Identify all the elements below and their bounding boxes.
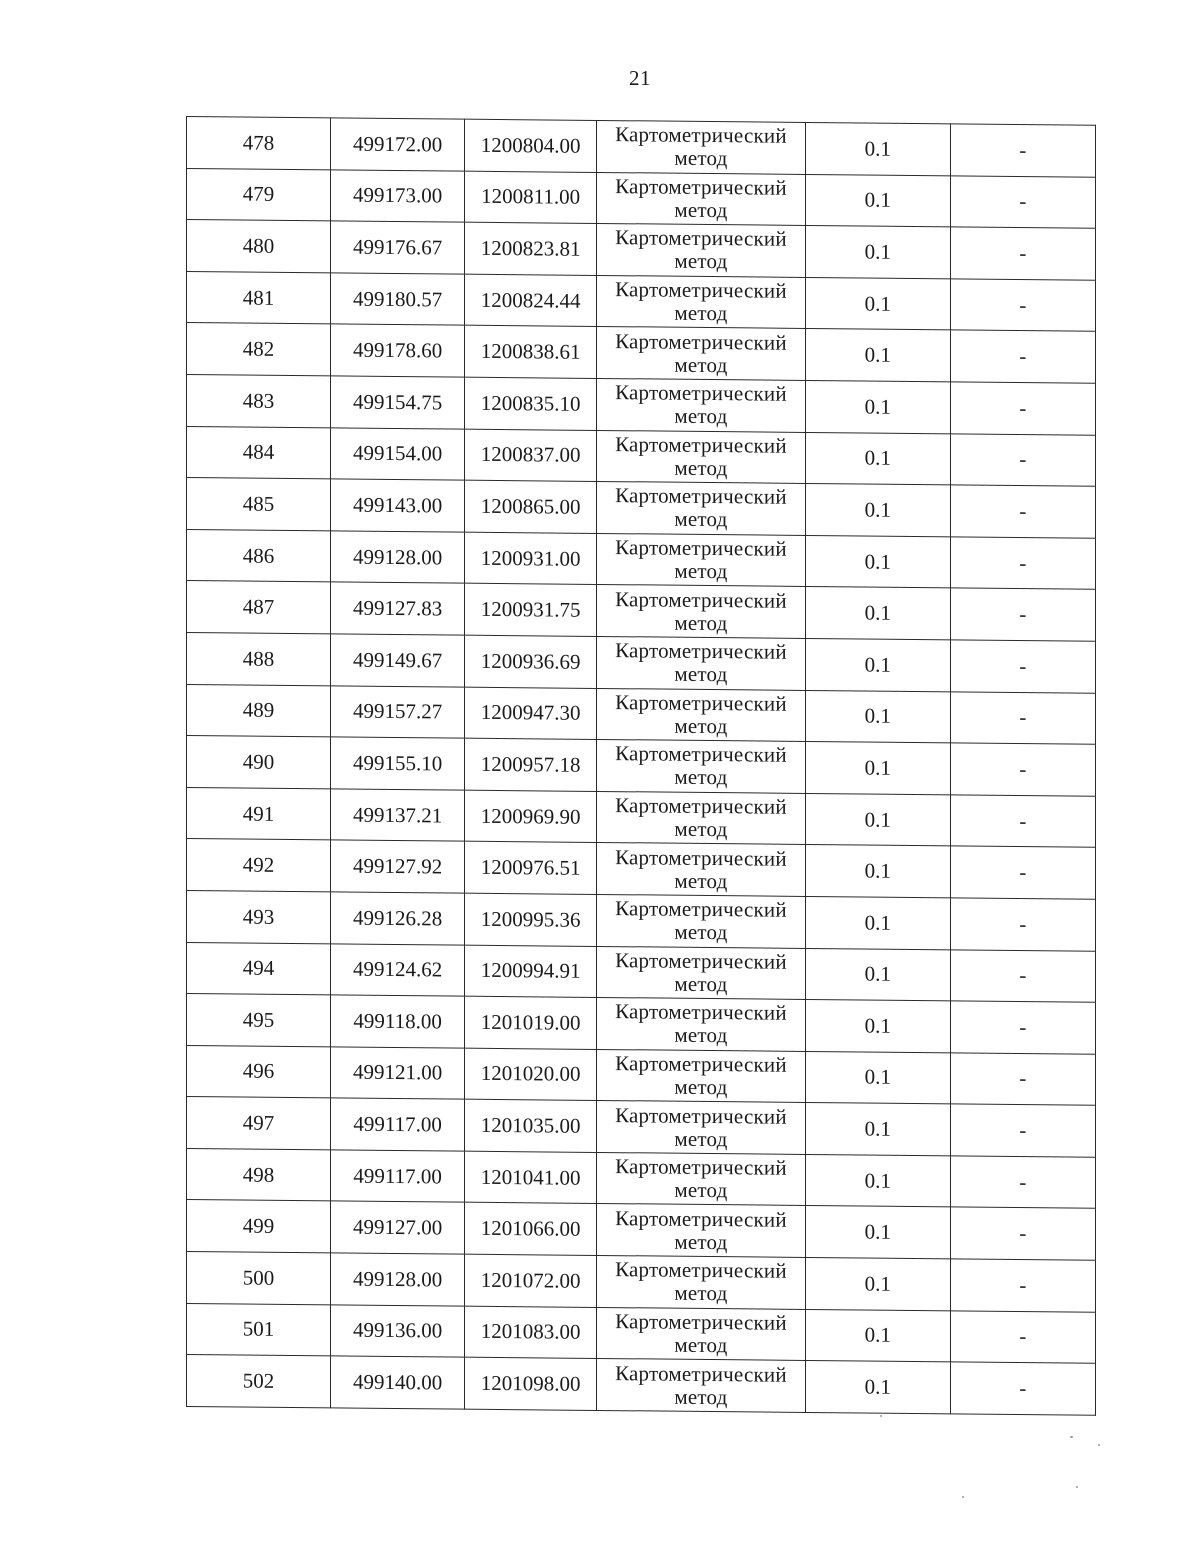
scan-speck xyxy=(1076,1486,1078,1488)
x-coordinate-cell: 499149.67 xyxy=(331,634,465,687)
error-cell: 0.1 xyxy=(805,432,950,485)
y-coordinate-cell: 1201098.00 xyxy=(465,1357,597,1410)
x-coordinate-cell: 499126.28 xyxy=(331,892,465,945)
table-row xyxy=(187,787,1096,847)
scan-speck xyxy=(1098,1444,1100,1446)
method-line-2: метод xyxy=(674,971,728,996)
method-line-1: Картометрический xyxy=(615,380,787,407)
note-cell: - xyxy=(950,1053,1095,1106)
error-cell: 0.1 xyxy=(805,638,950,691)
note-cell: - xyxy=(950,175,1095,228)
error-cell: 0.1 xyxy=(805,535,950,588)
table-row xyxy=(187,478,1096,538)
x-coordinate-cell: 499154.75 xyxy=(331,376,465,429)
y-coordinate-cell: 1200931.00 xyxy=(465,532,597,585)
method-line-2: метод xyxy=(674,1229,728,1254)
note-cell: - xyxy=(950,1310,1095,1363)
point-number-cell: 496 xyxy=(187,1045,331,1098)
method-line-2: метод xyxy=(674,1281,728,1306)
method-cell xyxy=(597,998,806,1052)
x-coordinate-cell: 499118.00 xyxy=(331,995,465,1048)
table-row xyxy=(187,374,1096,434)
method-line-1: Картометрический xyxy=(615,535,787,561)
x-coordinate-cell: 499128.00 xyxy=(331,1253,465,1306)
method-line-2: метод xyxy=(674,300,728,326)
x-coordinate-cell: 499127.83 xyxy=(331,582,465,635)
method-cell xyxy=(597,1101,806,1155)
table-row xyxy=(187,1200,1096,1260)
x-coordinate-cell: 499173.00 xyxy=(331,169,465,222)
method-line-1: Картометрический xyxy=(615,689,787,716)
table-row xyxy=(187,117,1096,177)
y-coordinate-cell: 1200969.90 xyxy=(465,790,597,843)
method-line-1: Картометрический xyxy=(615,638,787,665)
table-row xyxy=(187,1045,1096,1105)
x-coordinate-cell: 499172.00 xyxy=(331,118,465,171)
method-line-1: Картометрический xyxy=(615,277,787,303)
method-cell xyxy=(597,482,806,536)
error-cell: 0.1 xyxy=(805,1103,950,1156)
y-coordinate-cell: 1200837.00 xyxy=(465,429,597,482)
scan-speck xyxy=(962,1496,964,1498)
method-line-1: Картометрический xyxy=(615,1205,787,1232)
method-cell xyxy=(597,894,806,948)
point-number-cell: 485 xyxy=(187,478,331,531)
note-cell: - xyxy=(950,1001,1095,1054)
table-row xyxy=(187,323,1096,383)
note-cell: - xyxy=(950,1104,1095,1157)
y-coordinate-cell: 1200823.81 xyxy=(465,222,597,275)
point-number-cell: 498 xyxy=(187,1148,331,1201)
point-number-cell: 497 xyxy=(187,1097,331,1150)
table-row xyxy=(187,168,1096,228)
method-line-2: метод xyxy=(674,197,728,223)
method-line-1: Картометрический xyxy=(615,1360,787,1387)
point-number-cell: 488 xyxy=(187,632,331,685)
error-cell: 0.1 xyxy=(805,896,950,949)
note-cell: - xyxy=(950,382,1095,435)
method-line-2: метод xyxy=(674,1023,728,1048)
method-cell xyxy=(597,430,806,484)
coordinates-table-wrapper xyxy=(186,116,1096,1416)
method-line-2: метод xyxy=(674,558,728,584)
method-line-2: метод xyxy=(674,455,728,481)
note-cell: - xyxy=(950,279,1095,332)
method-cell xyxy=(597,946,806,1000)
method-line-2: метод xyxy=(674,661,728,687)
x-coordinate-cell: 499178.60 xyxy=(331,324,465,377)
method-line-2: метод xyxy=(674,352,728,377)
error-cell: 0.1 xyxy=(805,742,950,795)
method-cell xyxy=(597,688,806,742)
error-cell: 0.1 xyxy=(805,1258,950,1311)
error-cell: 0.1 xyxy=(805,845,950,898)
scan-speck xyxy=(880,1415,882,1417)
y-coordinate-cell: 1200838.61 xyxy=(465,326,597,379)
y-coordinate-cell: 1200835.10 xyxy=(465,377,597,430)
point-number-cell: 491 xyxy=(187,787,331,840)
table-row xyxy=(187,684,1096,744)
method-line-1: Картометрический xyxy=(615,1309,787,1335)
method-cell xyxy=(597,172,806,226)
point-number-cell: 481 xyxy=(187,271,331,324)
method-line-1: Картометрический xyxy=(615,483,787,510)
x-coordinate-cell: 499140.00 xyxy=(331,1356,465,1409)
method-line-1: Картометрический xyxy=(615,844,787,871)
y-coordinate-cell: 1200994.91 xyxy=(465,945,597,998)
error-cell: 0.1 xyxy=(805,122,950,175)
note-cell: - xyxy=(950,124,1095,177)
y-coordinate-cell: 1201041.00 xyxy=(465,1151,597,1204)
coordinates-table-body xyxy=(187,117,1096,1416)
method-cell xyxy=(597,378,806,432)
method-line-2: метод xyxy=(674,816,728,842)
table-row xyxy=(187,271,1096,331)
method-line-2: метод xyxy=(674,507,728,532)
method-line-1: Картометрический xyxy=(615,999,787,1026)
method-line-1: Картометрический xyxy=(615,1051,787,1077)
error-cell: 0.1 xyxy=(805,587,950,640)
method-line-1: Картометрический xyxy=(615,328,787,355)
method-line-1: Картометрический xyxy=(615,1257,787,1284)
table-row xyxy=(187,994,1096,1054)
table-row xyxy=(187,1097,1096,1157)
x-coordinate-cell: 499136.00 xyxy=(331,1305,465,1358)
x-coordinate-cell: 499117.00 xyxy=(331,1150,465,1203)
method-line-2: метод xyxy=(674,610,728,635)
method-line-2: метод xyxy=(674,1384,728,1409)
method-line-2: метод xyxy=(674,403,728,429)
method-line-1: Картометрический xyxy=(615,431,787,458)
point-number-cell: 478 xyxy=(187,117,331,170)
method-line-2: метод xyxy=(674,249,728,274)
point-number-cell: 492 xyxy=(187,839,331,892)
y-coordinate-cell: 1201035.00 xyxy=(465,1099,597,1152)
method-line-1: Картометрический xyxy=(615,896,787,922)
error-cell: 0.1 xyxy=(805,226,950,279)
note-cell: - xyxy=(950,898,1095,951)
note-cell: - xyxy=(950,1207,1095,1260)
point-number-cell: 479 xyxy=(187,168,331,221)
x-coordinate-cell: 499143.00 xyxy=(331,479,465,532)
method-line-2: метод xyxy=(674,1074,728,1100)
method-cell xyxy=(597,275,806,329)
method-line-1: Картометрический xyxy=(615,174,787,200)
method-line-2: метод xyxy=(674,1177,728,1203)
y-coordinate-cell: 1200947.30 xyxy=(465,687,597,740)
x-coordinate-cell: 499127.00 xyxy=(331,1201,465,1254)
y-coordinate-cell: 1201072.00 xyxy=(465,1254,597,1307)
note-cell: - xyxy=(950,433,1095,486)
method-cell xyxy=(597,1307,806,1361)
point-number-cell: 487 xyxy=(187,581,331,634)
method-line-1: Картометрический xyxy=(615,793,787,819)
y-coordinate-cell: 1200957.18 xyxy=(465,738,597,791)
method-line-1: Картометрический xyxy=(615,1102,787,1129)
scan-speck xyxy=(1070,1436,1073,1438)
y-coordinate-cell: 1200865.00 xyxy=(465,480,597,533)
table-row xyxy=(187,426,1096,486)
method-line-2: метод xyxy=(674,1126,728,1151)
table-row xyxy=(187,581,1096,641)
y-coordinate-cell: 1200824.44 xyxy=(465,274,597,327)
error-cell: 0.1 xyxy=(805,277,950,330)
point-number-cell: 493 xyxy=(187,890,331,943)
note-cell: - xyxy=(950,1259,1095,1312)
note-cell: - xyxy=(950,846,1095,899)
error-cell: 0.1 xyxy=(805,1000,950,1053)
error-cell: 0.1 xyxy=(805,690,950,743)
method-line-1: Картометрический xyxy=(615,741,787,768)
y-coordinate-cell: 1201019.00 xyxy=(465,996,597,1049)
point-number-cell: 480 xyxy=(187,220,331,273)
y-coordinate-cell: 1201066.00 xyxy=(465,1203,597,1256)
method-line-1: Картометрический xyxy=(615,1154,787,1180)
error-cell: 0.1 xyxy=(805,948,950,1001)
error-cell: 0.1 xyxy=(805,1361,950,1414)
error-cell: 0.1 xyxy=(805,380,950,433)
y-coordinate-cell: 1200976.51 xyxy=(465,841,597,894)
method-line-2: метод xyxy=(674,713,728,739)
x-coordinate-cell: 499124.62 xyxy=(331,943,465,996)
note-cell: - xyxy=(950,330,1095,383)
table-row xyxy=(187,890,1096,950)
y-coordinate-cell: 1200804.00 xyxy=(465,119,597,172)
note-cell: - xyxy=(950,743,1095,796)
note-cell: - xyxy=(950,227,1095,280)
method-cell xyxy=(597,1152,806,1206)
method-cell xyxy=(597,740,806,794)
method-cell xyxy=(597,1359,806,1413)
x-coordinate-cell: 499155.10 xyxy=(331,737,465,790)
x-coordinate-cell: 499157.27 xyxy=(331,685,465,738)
method-cell xyxy=(597,791,806,845)
point-number-cell: 502 xyxy=(187,1355,331,1408)
error-cell: 0.1 xyxy=(805,793,950,846)
x-coordinate-cell: 499154.00 xyxy=(331,427,465,480)
point-number-cell: 499 xyxy=(187,1200,331,1253)
point-number-cell: 483 xyxy=(187,374,331,427)
point-number-cell: 484 xyxy=(187,426,331,479)
x-coordinate-cell: 499127.92 xyxy=(331,840,465,893)
note-cell: - xyxy=(950,1156,1095,1209)
y-coordinate-cell: 1200931.75 xyxy=(465,584,597,637)
table-row xyxy=(187,839,1096,899)
method-line-1: Картометрический xyxy=(615,586,787,613)
point-number-cell: 501 xyxy=(187,1303,331,1356)
method-cell xyxy=(597,120,806,174)
note-cell: - xyxy=(950,795,1095,848)
method-cell xyxy=(597,327,806,381)
method-line-1: Картометрический xyxy=(615,225,787,252)
method-line-2: метод xyxy=(674,868,728,893)
y-coordinate-cell: 1200936.69 xyxy=(465,635,597,688)
method-line-1: Картометрический xyxy=(615,947,787,974)
table-row xyxy=(187,1252,1096,1312)
table-row xyxy=(187,1355,1096,1415)
note-cell: - xyxy=(950,588,1095,641)
table-row xyxy=(187,632,1096,692)
table-row xyxy=(187,220,1096,280)
method-line-2: метод xyxy=(674,145,728,171)
y-coordinate-cell: 1200995.36 xyxy=(465,893,597,946)
method-cell xyxy=(597,533,806,587)
x-coordinate-cell: 499128.00 xyxy=(331,531,465,584)
error-cell: 0.1 xyxy=(805,1051,950,1104)
x-coordinate-cell: 499117.00 xyxy=(331,1098,465,1151)
table-row xyxy=(187,942,1096,1002)
method-cell xyxy=(597,636,806,690)
method-cell xyxy=(597,1204,806,1258)
point-number-cell: 490 xyxy=(187,736,331,789)
coordinates-table xyxy=(186,116,1096,1416)
table-row xyxy=(187,1148,1096,1208)
error-cell: 0.1 xyxy=(805,1154,950,1207)
y-coordinate-cell: 1201083.00 xyxy=(465,1306,597,1359)
x-coordinate-cell: 499137.21 xyxy=(331,789,465,842)
method-cell xyxy=(597,585,806,639)
x-coordinate-cell: 499176.67 xyxy=(331,221,465,274)
method-line-1: Картометрический xyxy=(615,122,787,149)
note-cell: - xyxy=(950,485,1095,538)
method-cell xyxy=(597,1256,806,1310)
x-coordinate-cell: 499121.00 xyxy=(331,1047,465,1100)
note-cell: - xyxy=(950,537,1095,590)
error-cell: 0.1 xyxy=(805,1206,950,1259)
y-coordinate-cell: 1200811.00 xyxy=(465,171,597,224)
point-number-cell: 482 xyxy=(187,323,331,376)
point-number-cell: 486 xyxy=(187,529,331,582)
page-number: 21 xyxy=(629,66,651,90)
method-cell xyxy=(597,1049,806,1103)
note-cell: - xyxy=(950,1362,1095,1415)
point-number-cell: 489 xyxy=(187,684,331,737)
table-row xyxy=(187,736,1096,796)
note-cell: - xyxy=(950,691,1095,744)
x-coordinate-cell: 499180.57 xyxy=(331,273,465,326)
method-line-2: метод xyxy=(674,765,728,790)
point-number-cell: 495 xyxy=(187,994,331,1047)
method-cell xyxy=(597,843,806,897)
error-cell: 0.1 xyxy=(805,484,950,537)
table-row xyxy=(187,529,1096,589)
point-number-cell: 494 xyxy=(187,942,331,995)
table-row xyxy=(187,1303,1096,1363)
error-cell: 0.1 xyxy=(805,1309,950,1362)
note-cell: - xyxy=(950,949,1095,1002)
point-number-cell: 500 xyxy=(187,1252,331,1305)
error-cell: 0.1 xyxy=(805,174,950,227)
method-line-2: метод xyxy=(674,919,728,945)
y-coordinate-cell: 1201020.00 xyxy=(465,1048,597,1101)
method-cell xyxy=(597,224,806,278)
method-line-2: метод xyxy=(674,1332,728,1358)
note-cell: - xyxy=(950,640,1095,693)
error-cell: 0.1 xyxy=(805,329,950,382)
